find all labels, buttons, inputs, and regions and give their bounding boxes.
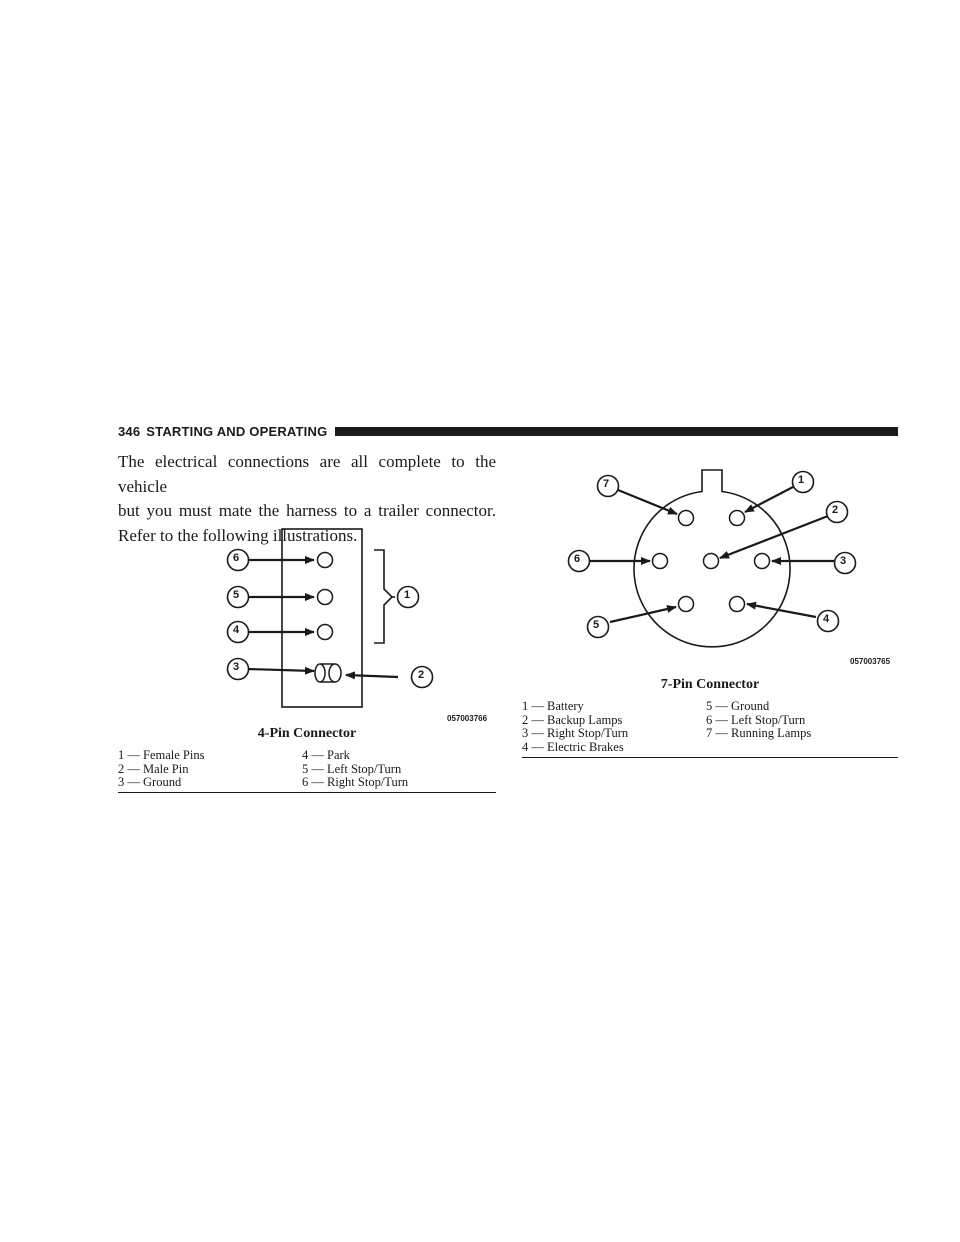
pin-7: [679, 511, 694, 526]
legend-row: [522, 727, 811, 741]
pin-1: [730, 511, 745, 526]
intro-line: Refer to the following illustrations.: [118, 525, 358, 545]
pin-4: [730, 597, 745, 612]
pin-3: [755, 554, 770, 569]
figure-id: 057003766: [447, 714, 488, 723]
four-pin-legend: [118, 749, 408, 790]
callout-5: 5: [233, 589, 240, 601]
legend-item: 2 — Backup Lamps: [522, 712, 623, 727]
legend-item: 2 — Male Pin: [118, 761, 189, 776]
page-number: 346: [118, 423, 141, 439]
legend-item: 5 — Left Stop/Turn: [302, 761, 402, 776]
legend-item: 1 — Female Pins: [118, 748, 205, 762]
four-pin-caption: 4-Pin Connector: [257, 726, 357, 741]
seven-pin-connector-figure: [560, 465, 900, 675]
callout-4: 4: [233, 624, 240, 636]
legend-row: [118, 763, 408, 777]
callout-1: 1: [798, 474, 805, 486]
seven-pin-legend-rule: [522, 757, 898, 758]
intro-line: but you must mate the harness to a trailer connector.: [118, 501, 496, 520]
callout-6: 6: [574, 553, 581, 565]
legend-row: [522, 741, 811, 755]
callout-3: 3: [840, 555, 847, 567]
four-pin-connector-figure: [218, 525, 498, 723]
callout-3: 3: [233, 661, 240, 673]
seven-pin-legend: [522, 700, 811, 754]
legend-row: [118, 749, 408, 763]
legend-item: 5 — Ground: [706, 699, 770, 713]
page-header: [118, 422, 898, 440]
callout-5: 5: [593, 619, 600, 631]
header-rule: [335, 427, 898, 436]
callout-2: 2: [418, 669, 425, 681]
callout-6: 6: [233, 552, 240, 564]
legend-item: 7 — Running Lamps: [706, 726, 812, 740]
section-title: STARTING AND OPERATING: [146, 423, 328, 439]
legend-item: 4 — Electric Brakes: [522, 739, 624, 754]
pin-2: [704, 554, 719, 569]
pin-5: [679, 597, 694, 612]
pin-6: [653, 554, 668, 569]
female-pins-bracket: [374, 550, 392, 643]
pin-5: [318, 590, 333, 605]
legend-row: [118, 776, 408, 790]
legend-row: [522, 714, 811, 728]
legend-row: [522, 700, 811, 714]
intro-line: The electrical connections are all complete to the vehicle: [118, 452, 496, 496]
callout-7: 7: [603, 478, 610, 490]
legend-item: 4 — Park: [302, 748, 350, 762]
legend-item: 3 — Right Stop/Turn: [522, 726, 629, 740]
male-pin: [315, 664, 341, 682]
callout-1: 1: [404, 589, 411, 601]
legend-item: 3 — Ground: [118, 775, 182, 789]
legend-item: 6 — Right Stop/Turn: [302, 775, 409, 789]
callout-4: 4: [823, 613, 830, 625]
pin-4: [318, 625, 333, 640]
legend-item: 6 — Left Stop/Turn: [706, 712, 806, 727]
pin-6: [318, 553, 333, 568]
four-pin-legend-rule: [118, 792, 496, 793]
seven-pin-caption: 7-Pin Connector: [660, 677, 760, 692]
legend-item: 1 — Battery: [522, 699, 584, 713]
figure-id: 057003765: [850, 657, 891, 666]
callout-2: 2: [832, 504, 839, 516]
